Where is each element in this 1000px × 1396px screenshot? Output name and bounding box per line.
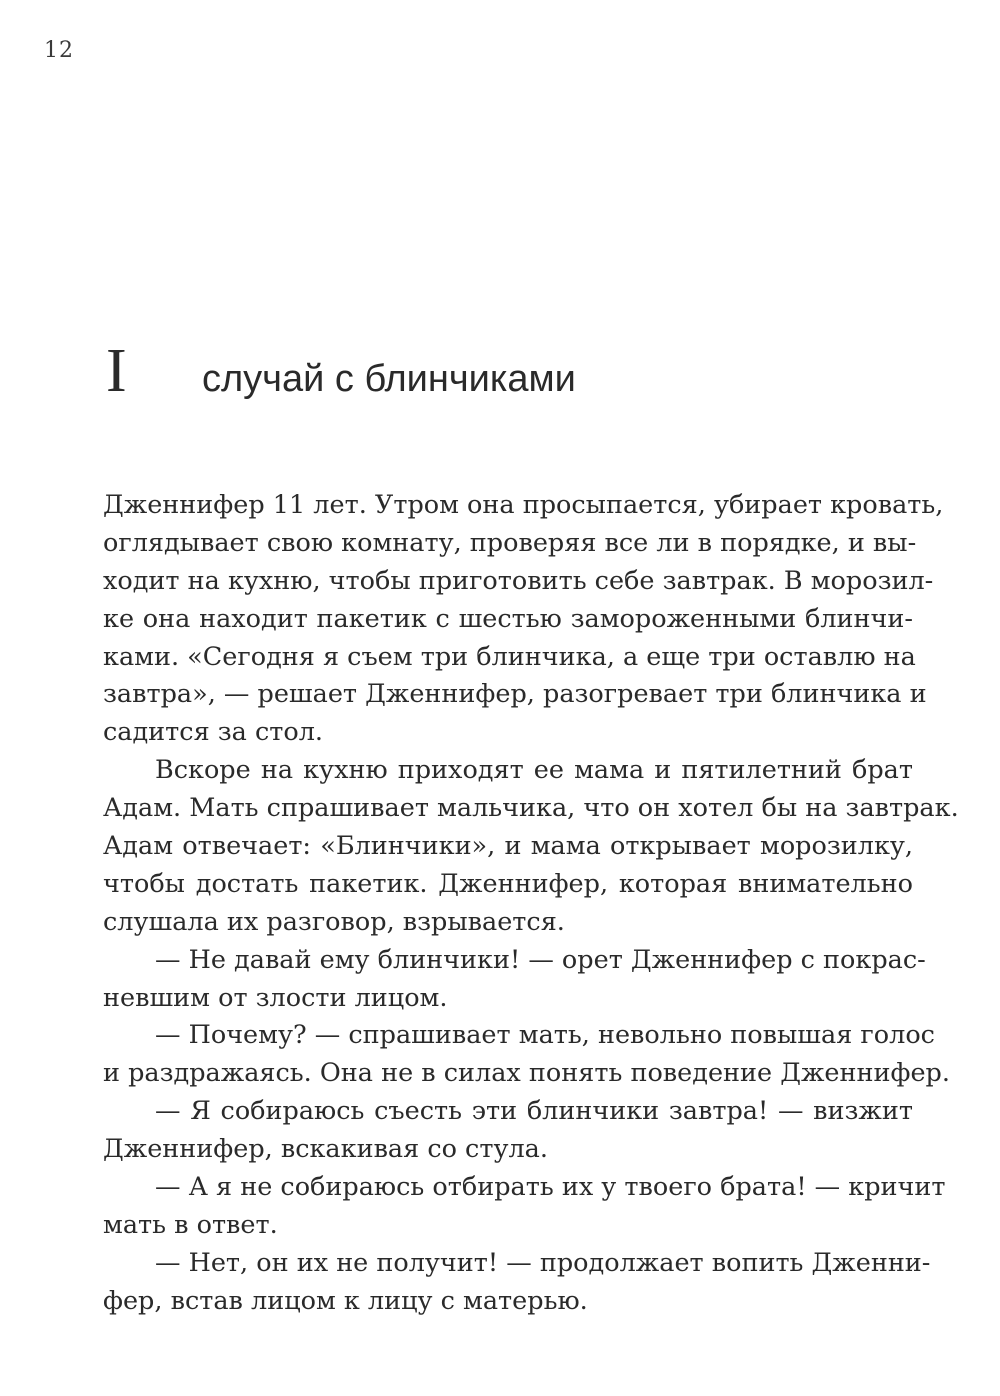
text-line: Дженнифер, вскакивая со стула. <box>103 1134 548 1165</box>
text-line: ке она находит пакетик с шестью замороженными блинчи- <box>103 603 913 634</box>
chapter-heading <box>106 337 576 405</box>
text-line: Адам отвечает: «Блинчики», и мама открывает морозилку, <box>103 831 913 862</box>
paragraph <box>103 752 959 941</box>
paragraph <box>103 1093 913 1169</box>
paragraph <box>103 1169 946 1245</box>
text-line: ками. «Сегодня я съем три блинчика, а еще три оставлю на <box>103 641 916 672</box>
text-line: — Почему? — спрашивает мать, невольно повышая голос <box>155 1020 935 1051</box>
text-line: — А я не собираюсь отбирать их у твоего брата! — кричит <box>155 1172 946 1203</box>
chapter-numeral: I <box>106 337 127 405</box>
text-line: завтра», — решает Дженнифер, разогревает три блинчика и <box>103 679 927 710</box>
text-line: Адам. Мать спрашивает мальчика, что он хотел бы на завтрак. <box>103 793 959 824</box>
text-line: Вскоре на кухню приходят ее мама и пятилетний брат <box>155 755 913 786</box>
text-line: оглядывает свою комнату, проверяя все ли в порядке, и вы- <box>103 527 917 558</box>
paragraph <box>103 942 926 1018</box>
text-line: чтобы достать пакетик. Дженнифер, которая внимательно <box>103 868 913 899</box>
text-line: — Нет, он их не получит! — продолжает вопить Дженни- <box>155 1247 931 1278</box>
page-number: 12 <box>44 38 74 63</box>
chapter-title: случай с блинчиками <box>202 358 576 400</box>
text-line: невшим от злости лицом. <box>103 982 448 1013</box>
text-line: Дженнифер 11 лет. Утром она просыпается, убирает кровать, <box>103 490 944 520</box>
text-line: ходит на кухню, чтобы приготовить себе завтрак. В морозил- <box>103 565 934 596</box>
text-line: фер, встав лицом к лицу с матерью. <box>103 1285 588 1316</box>
paragraph <box>103 1245 931 1321</box>
paragraph <box>103 1017 950 1093</box>
text-line: и раздражаясь. Она не в силах понять поведение Дженнифер. <box>103 1058 950 1089</box>
text-line: — Я собираюсь съесть эти блинчики завтра! — визжит <box>155 1096 913 1127</box>
text-line: мать в ответ. <box>103 1209 278 1240</box>
body-text <box>103 487 959 1321</box>
text-line: садится за стол. <box>103 717 324 748</box>
paragraph <box>103 487 944 752</box>
text-line: — Не давай ему блинчики! — орет Дженнифер с покрас- <box>155 944 926 975</box>
text-line: слушала их разговор, взрывается. <box>103 906 565 937</box>
